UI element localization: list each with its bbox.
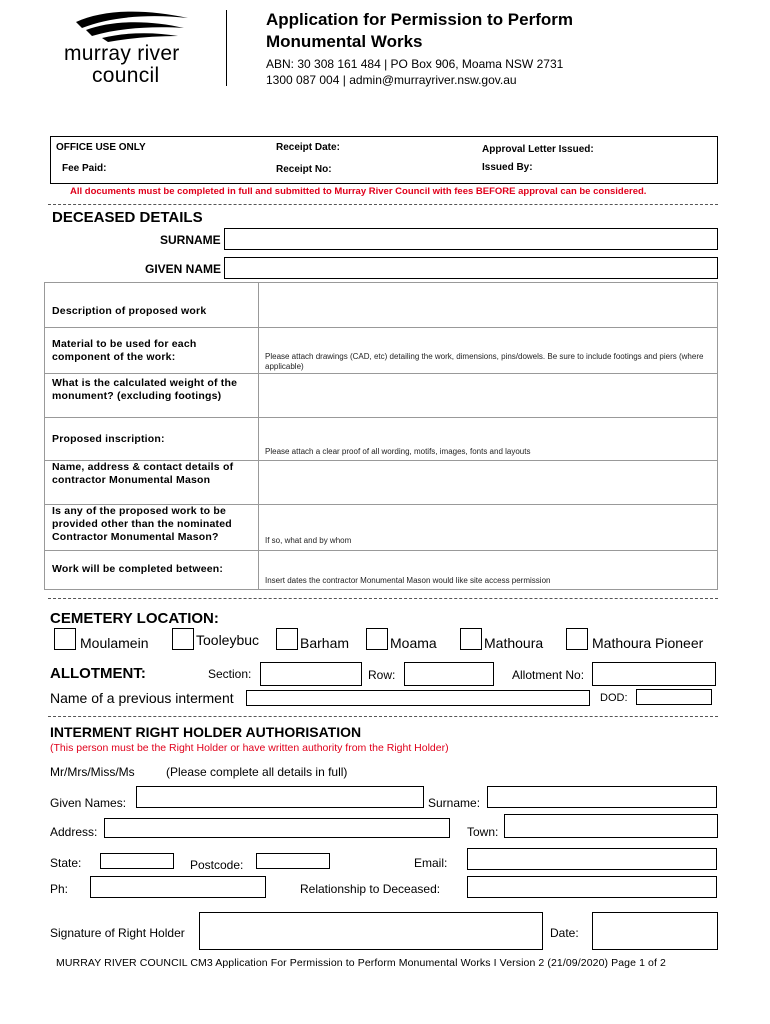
row-field[interactable]: [404, 662, 494, 686]
deceased-surname-field[interactable]: [224, 228, 718, 250]
form-title-line1: Application for Permission to Perform: [266, 10, 573, 29]
postcode-label: Postcode:: [190, 858, 244, 872]
contractor-field[interactable]: [259, 461, 717, 504]
contractor-label: Name, address & contact details of contractor Monumental Mason: [52, 461, 234, 486]
postcode-field[interactable]: [256, 853, 330, 869]
section-field[interactable]: [260, 662, 362, 686]
allotment-no-field[interactable]: [592, 662, 716, 686]
inscription-label: Proposed inscription:: [52, 433, 165, 445]
holder-heading: INTERMENT RIGHT HOLDER AUTHORISATION: [50, 724, 362, 740]
checkbox-moama[interactable]: [366, 628, 388, 650]
office-use-label: OFFICE USE ONLY: [56, 142, 146, 153]
checkbox-tooleybuc[interactable]: [172, 628, 194, 650]
state-label: State:: [50, 856, 82, 870]
other-provider-hint: If so, what and by whom: [265, 536, 352, 545]
previous-interment-field[interactable]: [246, 690, 590, 706]
divider-3: [48, 716, 718, 717]
previous-interment-label: Name of a previous interment: [50, 690, 234, 706]
inscription-hint: Please attach a clear proof of all wording, motifs, images, fonts and layouts: [265, 447, 531, 456]
row-label: Row:: [368, 668, 396, 682]
email-field[interactable]: [467, 848, 717, 870]
work-description-label: Description of proposed work: [52, 305, 207, 317]
relationship-field[interactable]: [467, 876, 717, 898]
checkbox-moulamein[interactable]: [54, 628, 76, 650]
material-field[interactable]: [259, 328, 717, 350]
checkbox-barham[interactable]: [276, 628, 298, 650]
council-logo-swoosh: [72, 8, 192, 44]
abn-address-line: ABN: 30 308 161 484 | PO Box 906, Moama NSW 2731: [266, 57, 564, 71]
address-field[interactable]: [104, 818, 450, 838]
receipt-no-label: Receipt No:: [276, 164, 332, 175]
town-field[interactable]: [504, 814, 718, 838]
section-label: Section:: [208, 667, 252, 681]
given-names-label: Given Names:: [50, 796, 127, 810]
completion-dates-hint: Insert dates the contractor Monumental Mason would like site access permission: [265, 576, 551, 585]
relationship-label: Relationship to Deceased:: [300, 882, 441, 896]
material-label: Material to be used for each component of the work:: [52, 338, 197, 363]
signature-label: Signature of Right Holder: [50, 926, 185, 940]
logo-name-line2: council: [92, 64, 160, 87]
allotment-heading: ALLOTMENT:: [50, 665, 146, 682]
divider-1: [48, 204, 718, 205]
dod-field[interactable]: [636, 689, 712, 705]
other-provider-label: Is any of the proposed work to be provided other than the nominated Contractor Monumental Mason?: [52, 505, 232, 543]
completion-dates-label: Work will be completed between:: [52, 563, 224, 575]
email-label: Email:: [414, 856, 448, 870]
checkbox-mathoura-pioneer[interactable]: [566, 628, 588, 650]
town-label: Town:: [467, 825, 499, 839]
header-divider: [226, 10, 227, 86]
approval-letter-label: Approval Letter Issued:: [482, 144, 594, 155]
weight-field[interactable]: [259, 374, 717, 417]
option-barham-label: Barham: [300, 635, 350, 651]
divider-2: [48, 598, 718, 599]
signature-field[interactable]: [199, 912, 543, 950]
state-field[interactable]: [100, 853, 174, 869]
complete-note: (Please complete all details in full): [166, 765, 348, 779]
fee-paid-label: Fee Paid:: [62, 163, 107, 174]
option-mathoura-label: Mathoura: [484, 635, 544, 651]
option-moama-label: Moama: [390, 635, 437, 651]
footer-text: MURRAY RIVER COUNCIL CM3 Application For Permission to Perform Monumental Works I Version 2 (21/09/2020) Page 1 of 2: [56, 957, 666, 969]
holder-subheading: (This person must be the Right Holder or have written authority from the Right Holder): [50, 742, 449, 754]
allotment-no-label: Allotment No:: [512, 668, 585, 682]
given-name-label: GIVEN NAME: [145, 262, 222, 276]
logo-name-line1: murray river: [64, 42, 180, 65]
office-use-box: [50, 136, 718, 184]
phone-label: Ph:: [50, 882, 69, 896]
issued-by-label: Issued By:: [482, 162, 533, 173]
inscription-field[interactable]: [259, 418, 717, 444]
option-tooleybuc-label: Tooleybuc: [196, 632, 260, 648]
deceased-heading: DECEASED DETAILS: [52, 209, 203, 226]
receipt-date-label: Receipt Date:: [276, 142, 340, 153]
weight-label: What is the calculated weight of the monument? (excluding footings): [52, 377, 238, 402]
address-label: Address:: [50, 825, 98, 839]
work-description-field[interactable]: [259, 283, 717, 327]
contact-line: 1300 087 004 | admin@murrayriver.nsw.gov.au: [266, 73, 517, 87]
checkbox-mathoura[interactable]: [460, 628, 482, 650]
option-moulamein-label: Moulamein: [80, 635, 149, 651]
date-field[interactable]: [592, 912, 718, 950]
material-hint: Please attach drawings (CAD, etc) detailing the work, dimensions, pins/dowels. Be sure to include footings and piers (where applicable): [265, 352, 704, 371]
title-prompt: Mr/Mrs/Miss/Ms: [50, 765, 135, 779]
completion-dates-field[interactable]: [259, 551, 717, 575]
other-provider-field[interactable]: [259, 505, 717, 533]
submission-notice: All documents must be completed in full and submitted to Murray River Council with fees BEFORE approval can be considered.: [70, 186, 647, 197]
option-mathoura-pioneer-label: Mathoura Pioneer: [592, 635, 704, 651]
phone-field[interactable]: [90, 876, 266, 898]
deceased-given-name-field[interactable]: [224, 257, 718, 279]
holder-surname-label: Surname:: [428, 796, 481, 810]
form-title-line2: Monumental Works: [266, 32, 423, 51]
cemetery-heading: CEMETERY LOCATION:: [50, 610, 219, 627]
surname-label: SURNAME: [160, 233, 221, 247]
holder-surname-field[interactable]: [487, 786, 717, 808]
holder-given-names-field[interactable]: [136, 786, 424, 808]
dod-label: DOD:: [600, 692, 628, 704]
date-label: Date:: [550, 926, 579, 940]
